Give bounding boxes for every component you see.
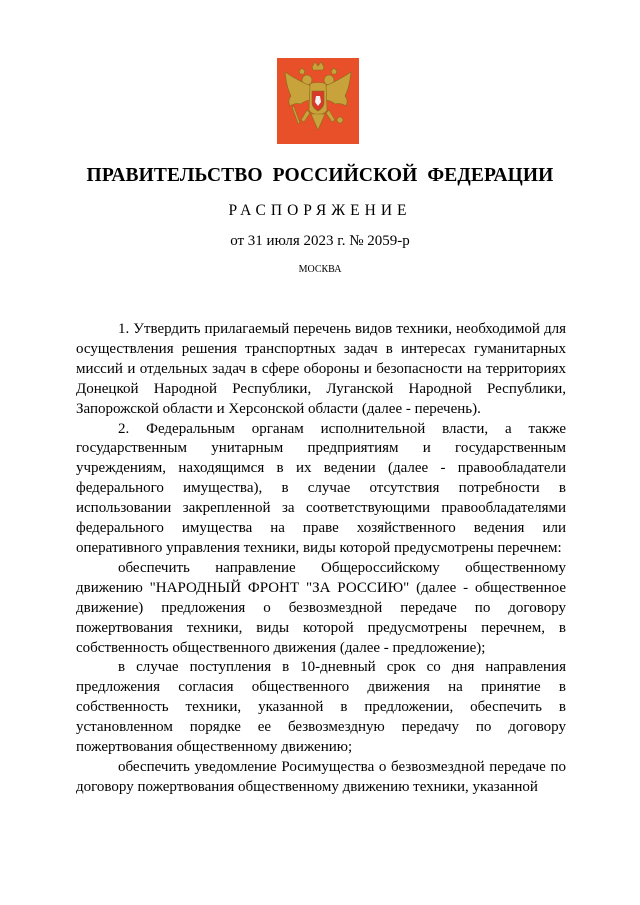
document-type: РАСПОРЯЖЕНИЕ — [228, 202, 412, 219]
document-date-number: от 31 июля 2023 г. № 2059-р — [230, 233, 410, 249]
paragraph-5: обеспечить уведомление Росимущества о безвозмездной передаче по договору пожертвования общественному движению техники, указанной — [76, 758, 566, 795]
paragraph-3: обеспечить направление Общероссийскому общественному движению "НАРОДНЫЙ ФРОНТ "ЗА РОССИЮ" (далее - общественное движение) предложения о безвозмездной передаче по договору пожертвования техники, виды которой предусмотрены перечнем, в собственность общественного движения (далее - предложение); — [76, 559, 566, 656]
government-title: ПРАВИТЕЛЬСТВО РОССИЙСКОЙ ФЕДЕРАЦИИ — [86, 165, 554, 186]
paragraph-1: 1. Утвердить прилагаемый перечень видов техники, необходимой для осуществления решения транспортных задач в интересах гуманитарных миссий и отдельных задач в сфере обороны и безопасности на территориях Донецкой Народной Республики, Луганской Народной Республики, Запорожской области и Херсонской области (далее - перечень). — [76, 321, 566, 417]
paragraph-4: в случае поступления в 10-дневный срок со дня направления предложения согласия общественного движения на принятие в собственность техники, указанной в предложении, обеспечить в установленном порядке ее безвозмездную передачу по договору пожертвования общественному движению; — [76, 659, 566, 756]
document-body — [76, 320, 566, 798]
document-city: МОСКВА — [298, 264, 342, 275]
russian-coat-of-arms-icon — [277, 58, 359, 144]
paragraph-2: 2. Федеральным органам исполнительной власти, а также государственным унитарным предприятиям и государственным учреждениям, находящимся в их ведении (далее - правообладатели федерального имущества), в случае отсутствия потребности в использовании закрепленной за соответствующими правообладателями федерального имущества на праве хозяйственного ведения или оперативного управления техники, виды которой предусмотрены перечнем: — [76, 420, 566, 556]
